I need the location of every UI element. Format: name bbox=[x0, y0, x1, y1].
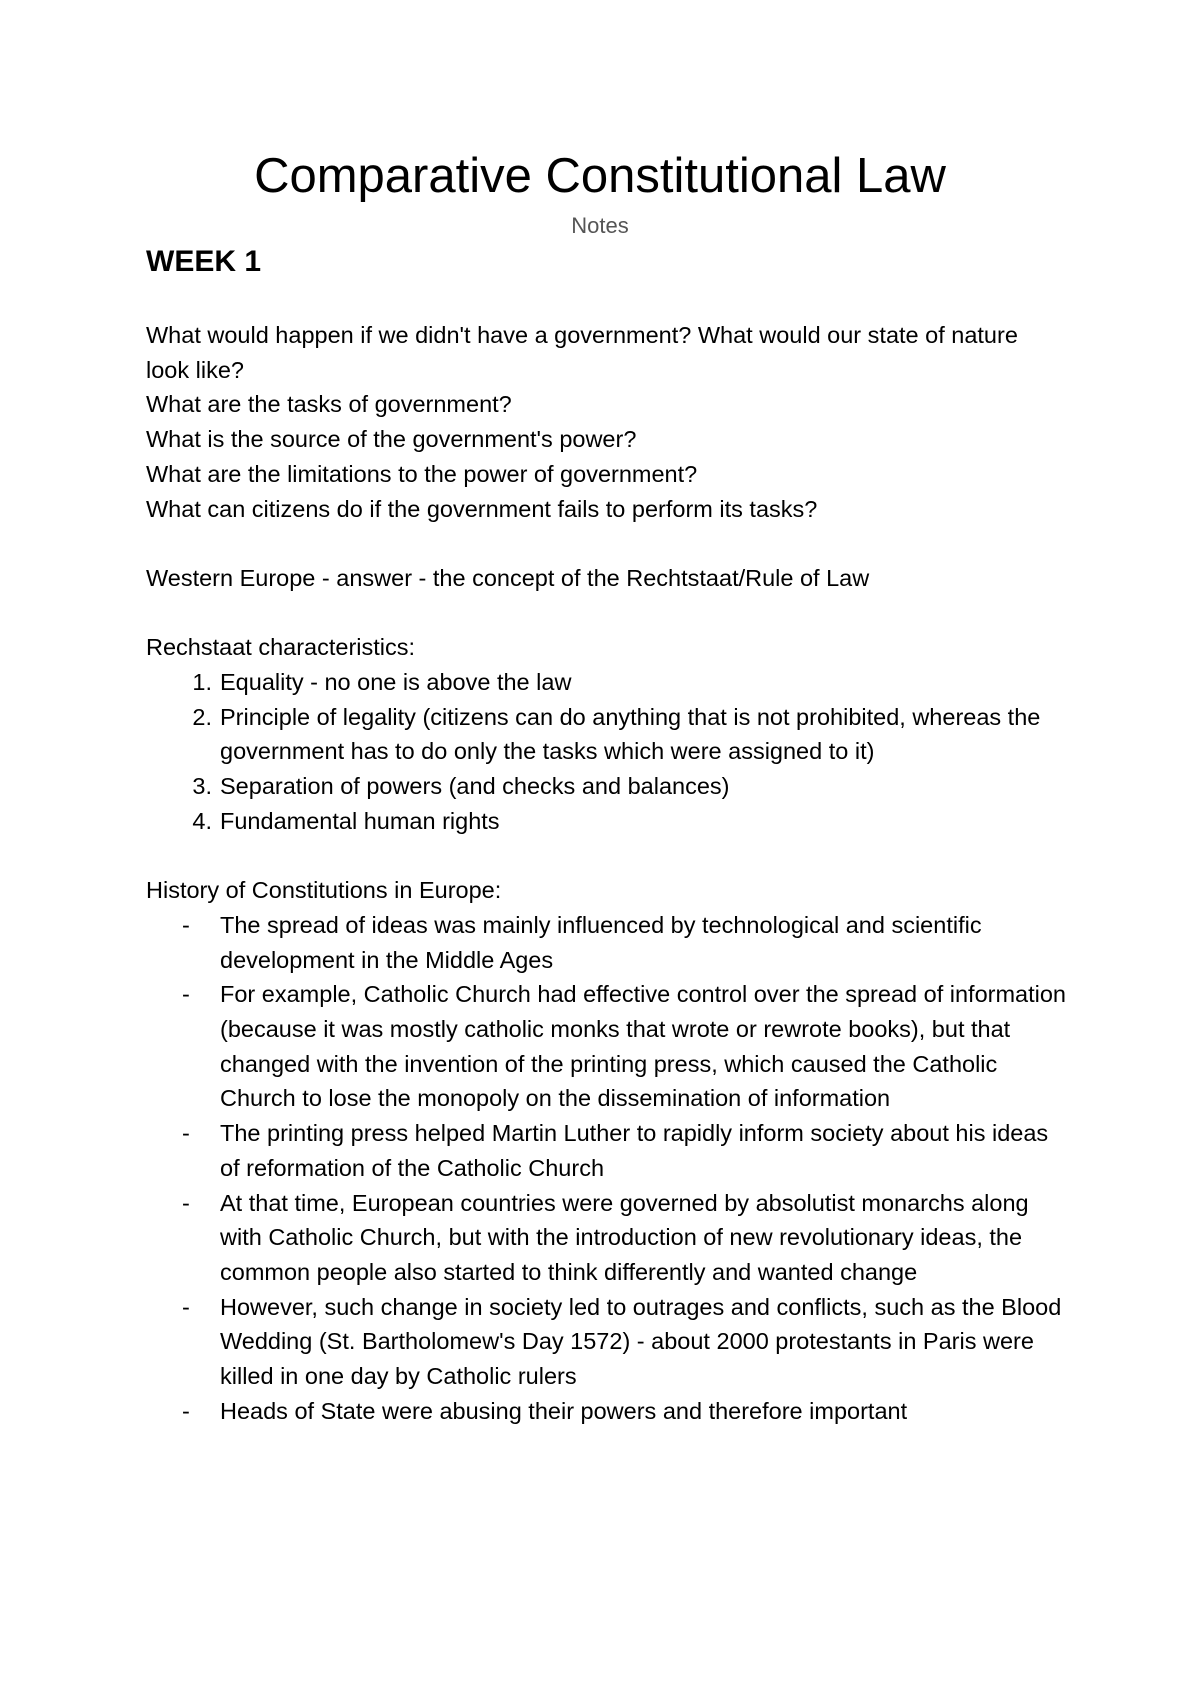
list-item-text: Heads of State were abusing their powers and therefore important bbox=[220, 1397, 908, 1424]
paragraph-gap bbox=[146, 526, 1066, 561]
list-item bbox=[146, 769, 1066, 804]
list-item bbox=[146, 1290, 1066, 1394]
list-item bbox=[146, 1116, 1066, 1185]
paragraph-gap bbox=[146, 839, 1066, 874]
question-line: What can citizens do if the government fails to perform its tasks? bbox=[146, 495, 818, 522]
list-item bbox=[146, 700, 1066, 769]
paragraph-gap bbox=[146, 596, 1066, 631]
rechtstaat-list bbox=[146, 665, 1066, 839]
list-dash: - bbox=[182, 981, 190, 1008]
list-dash: - bbox=[182, 911, 190, 938]
history-list bbox=[146, 908, 1066, 1429]
list-item-text: For example, Catholic Church had effective control over the spread of information (because it was mostly catholic monks that wrote or rewrote books), but that changed with the invention of the printing press, which caused the Catholic Church to lose the monopoly on the dissemination of information bbox=[220, 981, 1066, 1112]
week-heading: WEEK 1 bbox=[146, 245, 262, 278]
western-europe-answer: Western Europe - answer - the concept of the Rechtstaat/Rule of Law bbox=[146, 564, 870, 591]
list-item-text: However, such change in society led to outrages and conflicts, such as the Blood Wedding (St. Bartholomew's Day 1572) - about 2000 protestants in Paris were killed in one day by Catholic rulers bbox=[220, 1293, 1062, 1390]
list-item-text: Principle of legality (citizens can do anything that is not prohibited, whereas the government has to do only the tasks which were assigned to it) bbox=[220, 703, 1041, 765]
document-body bbox=[146, 318, 1066, 1428]
list-item-text: At that time, European countries were governed by absolutist monarchs along with Catholic Church, but with the introduction of new revolutionary ideas, the common people also started to think differently and wanted change bbox=[220, 1189, 1029, 1285]
list-item bbox=[146, 665, 1066, 700]
list-dash: - bbox=[182, 1293, 190, 1320]
list-item bbox=[146, 804, 1066, 839]
question-line: What are the limitations to the power of government? bbox=[146, 460, 698, 487]
list-item bbox=[146, 1186, 1066, 1290]
question-line: What would happen if we didn't have a government? What would our state of nature look like? bbox=[146, 322, 1018, 383]
list-item-text: Fundamental human rights bbox=[220, 807, 500, 834]
list-item bbox=[146, 977, 1066, 1116]
list-number: 2. bbox=[192, 703, 212, 730]
document-title: Comparative Constitutional Law bbox=[254, 149, 946, 203]
rechtstaat-heading: Rechstaat characteristics: bbox=[146, 634, 416, 661]
questions-block bbox=[146, 318, 1066, 526]
list-number: 4. bbox=[192, 807, 212, 834]
history-heading: History of Constitutions in Europe: bbox=[146, 877, 502, 904]
document-subtitle: Notes bbox=[571, 213, 629, 238]
list-number: 1. bbox=[192, 669, 212, 695]
list-dash: - bbox=[182, 1120, 190, 1147]
list-item-text: The spread of ideas was mainly influenced by technological and scientific development in the Middle Ages bbox=[220, 911, 982, 973]
list-dash: - bbox=[182, 1189, 190, 1216]
list-number: 3. bbox=[192, 773, 212, 800]
list-dash: - bbox=[182, 1397, 190, 1424]
list-item-text: Equality - no one is above the law bbox=[220, 669, 572, 695]
list-item-text: Separation of powers (and checks and balances) bbox=[220, 773, 730, 800]
list-item-text: The printing press helped Martin Luther to rapidly inform society about his ideas of reformation of the Catholic Church bbox=[220, 1120, 1049, 1181]
list-item bbox=[146, 908, 1066, 977]
list-item bbox=[146, 1394, 1066, 1429]
question-line: What are the tasks of government? bbox=[146, 391, 512, 418]
question-line: What is the source of the government's power? bbox=[146, 426, 637, 453]
